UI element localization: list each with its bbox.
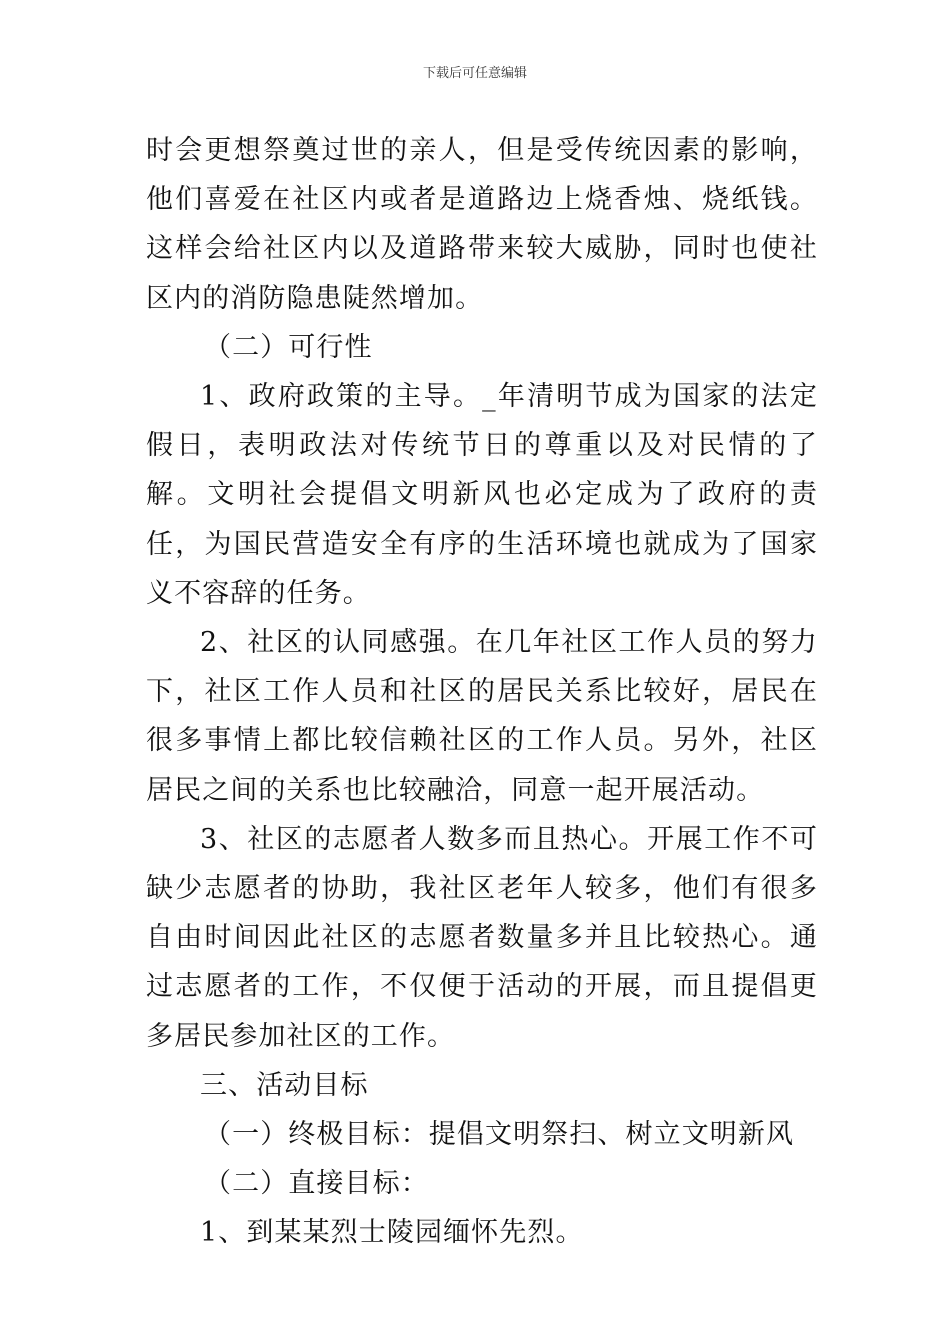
direct-goal-heading: （二）直接目标：: [204, 1168, 429, 1200]
direct-goal-item-1: 1、到某某烈士陵园缅怀先烈。: [200, 1217, 584, 1249]
page-header-note: 下载后可任意编辑: [422, 66, 527, 81]
section-heading-feasibility: （二）可行性: [204, 331, 373, 363]
paragraph-community-recognition: 2、社区的认同感强。在几年社区工作人员的努力下，社区工作人员和社区的居民关系比较好，居民在很多事情上都比较信赖社区的工作人员。另外，社区居民之间的关系也比较融洽，同意一起开展活动。: [146, 627, 818, 806]
paragraph-volunteers: 3、社区的志愿者人数多而且热心。开展工作不可缺少志愿者的协助，我社区老年人较多，他们有很多自由时间因此社区的志愿者数量多并且比较热心。通过志愿者的工作，不仅便于活动的开展，而且提倡更多居民参加社区的工作。: [146, 823, 818, 1052]
document-body: [146, 126, 818, 1258]
paragraph-policy: 1、政府政策的主导。_年清明节成为国家的法定假日，表明政法对传统节日的尊重以及对民情的了解。文明社会提倡文明新风也必定成为了政府的责任，为国民营造安全有序的生活环境也就成为了国家义不容辞的任务。: [146, 381, 818, 609]
section-heading-goals: 三、活动目标: [200, 1069, 369, 1101]
paragraph-1: 时会更想祭奠过世的亲人，但是受传统因素的影响，他们喜爱在社区内或者是道路边上烧香烛、烧纸钱。这样会给社区内以及道路带来较大威胁，同时也使社区内的消防隐患陡然增加。: [146, 135, 818, 314]
ultimate-goal-line: （一）终极目标：提倡文明祭扫、树立文明新风: [204, 1119, 795, 1151]
